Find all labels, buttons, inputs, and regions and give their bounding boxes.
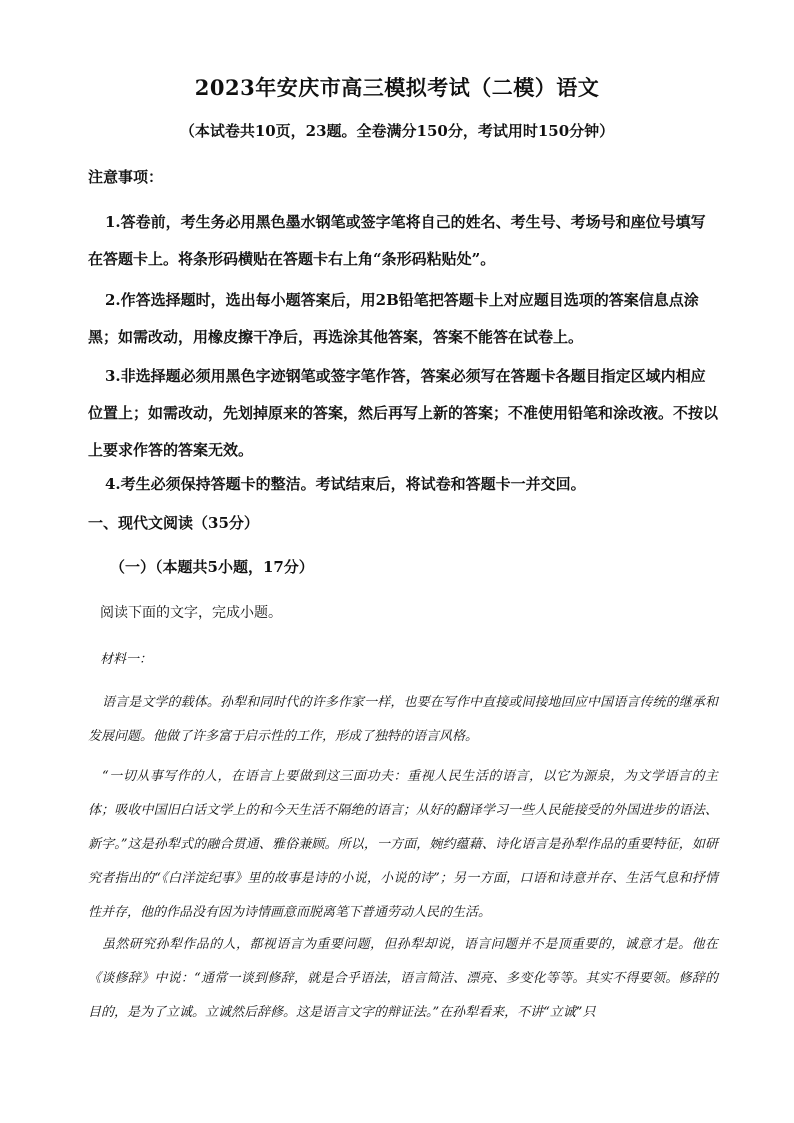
passage-paragraph: 虽然研究孙犁作品的人，都视语言为重要问题，但孙犁却说，语言问题并不是顶重要的，诚意才是。他在《谈修辞》中说：“通常一谈到修辞，就是合乎语法，语言简洁、漂亮、多变化等等。其实不得要领。修辞的目的，是为了立诚。立诚然后辞修。这是语言文字的辩证法。”在孙犁看来，不讲“立诚”只: [88, 937, 718, 1020]
material-label: 材料一：: [100, 652, 153, 667]
exam-title: 2023年安庆市高三模拟考试（二模）语文: [194, 75, 600, 100]
section-heading: 一、现代文阅读（35分）: [88, 514, 259, 532]
notice-item: 3.非选择题必须用黑色字迹钢笔或签字笔作答，答案必须写在答题卡各题目指定区域内相应位置上；如需改动，先划掉原来的答案，然后再写上新的答案；不准使用铅笔和涂改液。不按以上要求作答的答案无效。: [88, 367, 719, 459]
notice-heading: 注意事项：: [88, 168, 164, 186]
sub-section-heading: （一）（本题共5小题，17分）: [110, 558, 314, 576]
notice-item: 2.作答选择题时，选出每小题答案后，用2B铅笔把答题卡上对应题目选项的答案信息点涂黑；如需改动，用橡皮擦干净后，再选涂其他答案，答案不能答在试卷上。: [88, 291, 699, 346]
exam-subtitle: （本试卷共10页，23题。全卷满分150分，考试用时150分钟）: [179, 122, 615, 140]
notice-item: 1.答卷前，考生务必用黑色墨水钢笔或签字笔将自己的姓名、考生号、考场号和座位号填写在答题卡上。将条形码横贴在答题卡右上角“条形码粘贴处”。: [88, 213, 706, 268]
passage-paragraph: “一切从事写作的人，在语言上要做到这三面功夫：重视人民生活的语言，以它为源泉，为文学语言的主体；吸收中国旧白话文学上的和今天生活不隔绝的语言；从好的翻译学习一些人民能接受的外国进步的语法、新字。”这是孙犁式的融合贯通、雅俗兼顾。所以，一方面，婉约蕴藉、诗化语言是孙犁作品的重要特征，如研究者指出的“《白洋淀纪事》里的故事是诗的小说，小说的诗”；另一方面，口语和诗意并存、生活气息和抒情性并存，他的作品没有因为诗情画意而脱离笔下普通劳动人民的生活。: [88, 769, 718, 920]
passage-paragraph: 语言是文学的载体。孙犁和同时代的许多作家一样，也要在写作中直接或间接地回应中国语言传统的继承和发展问题。他做了许多富于启示性的工作，形成了独特的语言风格。: [88, 695, 718, 744]
notice-item: 4.考生必须保持答题卡的整洁。考试结束后，将试卷和答题卡一并交回。: [105, 475, 586, 493]
reading-instruction: 阅读下面的文字，完成小题。: [100, 605, 282, 621]
